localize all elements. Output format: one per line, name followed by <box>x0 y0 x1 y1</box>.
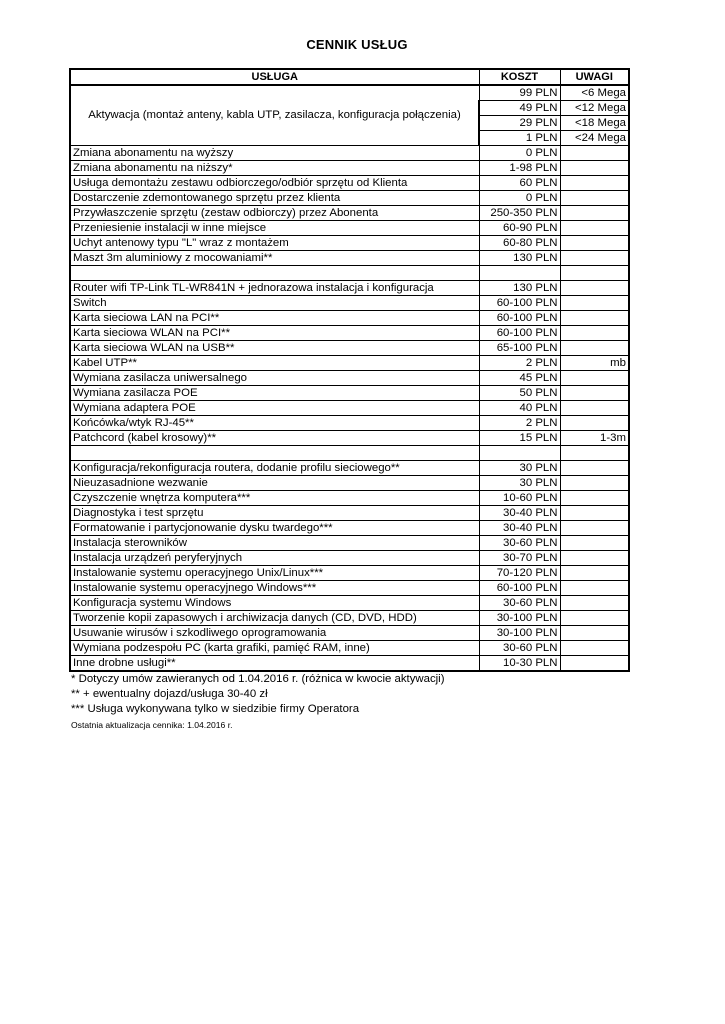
service-cell: Formatowanie i partycjonowanie dysku twardego*** <box>70 521 479 536</box>
service-cell: Przeniesienie instalacji w inne miejsce <box>70 221 479 236</box>
note-cell <box>560 551 629 566</box>
table-row <box>70 506 629 521</box>
table-row <box>70 326 629 341</box>
note-cell <box>560 446 629 461</box>
table-row <box>70 191 629 206</box>
service-cell: Wymiana zasilacza uniwersalnego <box>70 371 479 386</box>
service-cell: Usuwanie wirusów i szkodliwego oprogramowania <box>70 626 479 641</box>
service-cell: Instalacja urządzeń peryferyjnych <box>70 551 479 566</box>
activation-cost: 99 PLN <box>479 85 560 101</box>
note-cell <box>560 296 629 311</box>
activation-cost: 49 PLN <box>479 101 560 116</box>
service-cell: Wymiana adaptera POE <box>70 401 479 416</box>
cost-cell: 30 PLN <box>479 476 560 491</box>
service-cell: Czyszczenie wnętrza komputera*** <box>70 491 479 506</box>
service-cell: Karta sieciowa WLAN na PCI** <box>70 326 479 341</box>
service-cell: Instalowanie systemu operacyjnego Windows*** <box>70 581 479 596</box>
note-cell <box>560 506 629 521</box>
table-row <box>70 656 629 672</box>
activation-note: <12 Mega <box>560 101 629 116</box>
cost-cell: 60-100 PLN <box>479 326 560 341</box>
table-row <box>70 176 629 191</box>
table-row <box>70 551 629 566</box>
table-row <box>70 536 629 551</box>
service-cell: Konfiguracja systemu Windows <box>70 596 479 611</box>
cost-cell: 70-120 PLN <box>479 566 560 581</box>
note-cell <box>560 641 629 656</box>
table-row <box>70 311 629 326</box>
table-row <box>70 641 629 656</box>
table-row <box>70 386 629 401</box>
cost-cell: 60-100 PLN <box>479 296 560 311</box>
service-cell <box>70 266 479 281</box>
cost-cell: 30-60 PLN <box>479 596 560 611</box>
header-notes: UWAGI <box>560 69 629 85</box>
note-cell <box>560 176 629 191</box>
note-cell <box>560 146 629 161</box>
cost-cell: 130 PLN <box>479 251 560 266</box>
note-cell <box>560 266 629 281</box>
table-row <box>70 281 629 296</box>
activation-cost: 1 PLN <box>479 131 560 146</box>
table-row <box>70 521 629 536</box>
price-table <box>69 68 630 672</box>
table-row <box>70 491 629 506</box>
table-row <box>70 431 629 446</box>
table-row <box>70 221 629 236</box>
service-cell: Przywłaszczenie sprzętu (zestaw odbiorczy) przez Abonenta <box>70 206 479 221</box>
table-row <box>70 611 629 626</box>
table-row <box>70 566 629 581</box>
service-cell: Dostarczenie zdemontowanego sprzętu przez klienta <box>70 191 479 206</box>
header-cost: KOSZT <box>479 69 560 85</box>
footnotes <box>71 672 445 731</box>
note-cell <box>560 536 629 551</box>
activation-cost: 29 PLN <box>479 116 560 131</box>
activation-note: <6 Mega <box>560 85 629 101</box>
cost-cell: 30-40 PLN <box>479 521 560 536</box>
cost-cell: 60-80 PLN <box>479 236 560 251</box>
note-cell <box>560 311 629 326</box>
cost-cell: 15 PLN <box>479 431 560 446</box>
note-cell <box>560 416 629 431</box>
cost-cell: 250-350 PLN <box>479 206 560 221</box>
cost-cell <box>479 266 560 281</box>
cost-cell: 45 PLN <box>479 371 560 386</box>
table-row <box>70 356 629 371</box>
service-cell: Patchcord (kabel krosowy)** <box>70 431 479 446</box>
note-cell <box>560 281 629 296</box>
table-row <box>70 251 629 266</box>
cost-cell: 60-100 PLN <box>479 311 560 326</box>
cost-cell: 1-98 PLN <box>479 161 560 176</box>
cost-cell: 30-40 PLN <box>479 506 560 521</box>
note-cell <box>560 251 629 266</box>
service-cell: Zmiana abonamentu na niższy* <box>70 161 479 176</box>
note-cell <box>560 221 629 236</box>
note-cell: mb <box>560 356 629 371</box>
note-cell <box>560 236 629 251</box>
service-cell <box>70 446 479 461</box>
note-cell <box>560 326 629 341</box>
service-cell: Usługa demontażu zestawu odbiorczego/odbiór sprzętu od Klienta <box>70 176 479 191</box>
table-row <box>70 296 629 311</box>
service-cell: Kabel UTP** <box>70 356 479 371</box>
note-cell <box>560 521 629 536</box>
cost-cell: 10-30 PLN <box>479 656 560 672</box>
note-cell <box>560 461 629 476</box>
footnote: ** + ewentualny dojazd/usługa 30-40 zł <box>71 688 268 700</box>
table-row <box>70 596 629 611</box>
note-cell <box>560 581 629 596</box>
note-cell <box>560 386 629 401</box>
cost-cell: 40 PLN <box>479 401 560 416</box>
activation-note: <18 Mega <box>560 116 629 131</box>
cost-cell: 2 PLN <box>479 356 560 371</box>
table-row <box>70 266 629 281</box>
service-cell: Instalacja sterowników <box>70 536 479 551</box>
table-row <box>70 161 629 176</box>
table-row <box>70 461 629 476</box>
table-row <box>70 371 629 386</box>
service-cell: Konfiguracja/rekonfiguracja routera, dodanie profilu sieciowego** <box>70 461 479 476</box>
service-cell: Tworzenie kopii zapasowych i archiwizacja danych (CD, DVD, HDD) <box>70 611 479 626</box>
cost-cell: 10-60 PLN <box>479 491 560 506</box>
service-cell: Inne drobne usługi** <box>70 656 479 672</box>
note-cell <box>560 191 629 206</box>
table-row <box>70 236 629 251</box>
note-cell <box>560 596 629 611</box>
table-row <box>70 416 629 431</box>
cost-cell: 30-60 PLN <box>479 536 560 551</box>
note-cell <box>560 161 629 176</box>
note-cell <box>560 656 629 672</box>
service-cell: Switch <box>70 296 479 311</box>
cost-cell: 130 PLN <box>479 281 560 296</box>
note-cell: 1-3m <box>560 431 629 446</box>
note-cell <box>560 206 629 221</box>
service-cell: Karta sieciowa WLAN na USB** <box>70 341 479 356</box>
cost-cell: 30-100 PLN <box>479 626 560 641</box>
note-cell <box>560 566 629 581</box>
service-cell: Nieuzasadnione wezwanie <box>70 476 479 491</box>
cost-cell: 65-100 PLN <box>479 341 560 356</box>
table-row <box>70 146 629 161</box>
note-cell <box>560 401 629 416</box>
service-cell: Zmiana abonamentu na wyższy <box>70 146 479 161</box>
note-cell <box>560 491 629 506</box>
service-cell: Instalowanie systemu operacyjnego Unix/Linux*** <box>70 566 479 581</box>
service-cell: Router wifi TP-Link TL-WR841N + jednorazowa instalacja i konfiguracja <box>70 281 479 296</box>
cost-cell: 60 PLN <box>479 176 560 191</box>
service-cell: Karta sieciowa LAN na PCI** <box>70 311 479 326</box>
cost-cell: 30-60 PLN <box>479 641 560 656</box>
cost-cell: 0 PLN <box>479 146 560 161</box>
table-header-row <box>70 69 629 85</box>
table-row <box>70 446 629 461</box>
service-cell: Uchyt antenowy typu "L" wraz z montażem <box>70 236 479 251</box>
cost-cell: 30-70 PLN <box>479 551 560 566</box>
cost-cell <box>479 446 560 461</box>
activation-note: <24 Mega <box>560 131 629 146</box>
table-row <box>70 626 629 641</box>
service-cell: Maszt 3m aluminiowy z mocowaniami** <box>70 251 479 266</box>
cost-cell: 60-90 PLN <box>479 221 560 236</box>
cost-cell: 2 PLN <box>479 416 560 431</box>
table-row <box>70 581 629 596</box>
service-cell: Diagnostyka i test sprzętu <box>70 506 479 521</box>
cost-cell: 30-100 PLN <box>479 611 560 626</box>
service-cell: Wymiana podzespołu PC (karta grafiki, pamięć RAM, inne) <box>70 641 479 656</box>
cost-cell: 30 PLN <box>479 461 560 476</box>
footnote: * Dotyczy umów zawieranych od 1.04.2016 r. (różnica w kwocie aktywacji) <box>71 673 445 685</box>
cost-cell: 50 PLN <box>479 386 560 401</box>
cost-cell: 60-100 PLN <box>479 581 560 596</box>
note-cell <box>560 626 629 641</box>
header-service: USŁUGA <box>70 69 479 85</box>
cost-cell: 0 PLN <box>479 191 560 206</box>
table-row <box>70 341 629 356</box>
last-update: Ostatnia aktualizacja cennika: 1.04.2016 r. <box>71 720 233 730</box>
note-cell <box>560 476 629 491</box>
page-title: CENNIK USŁUG <box>306 37 408 52</box>
activation-label: Aktywacja (montaż anteny, kabla UTP, zasilacza, konfiguracja połączenia) <box>70 85 479 146</box>
table-row <box>70 401 629 416</box>
activation-row <box>70 85 629 101</box>
table-row <box>70 206 629 221</box>
service-cell: Wymiana zasilacza POE <box>70 386 479 401</box>
table-row <box>70 476 629 491</box>
service-cell: Końcówka/wtyk RJ-45** <box>70 416 479 431</box>
footnote: *** Usługa wykonywana tylko w siedzibie firmy Operatora <box>71 703 360 715</box>
note-cell <box>560 611 629 626</box>
note-cell <box>560 371 629 386</box>
note-cell <box>560 341 629 356</box>
